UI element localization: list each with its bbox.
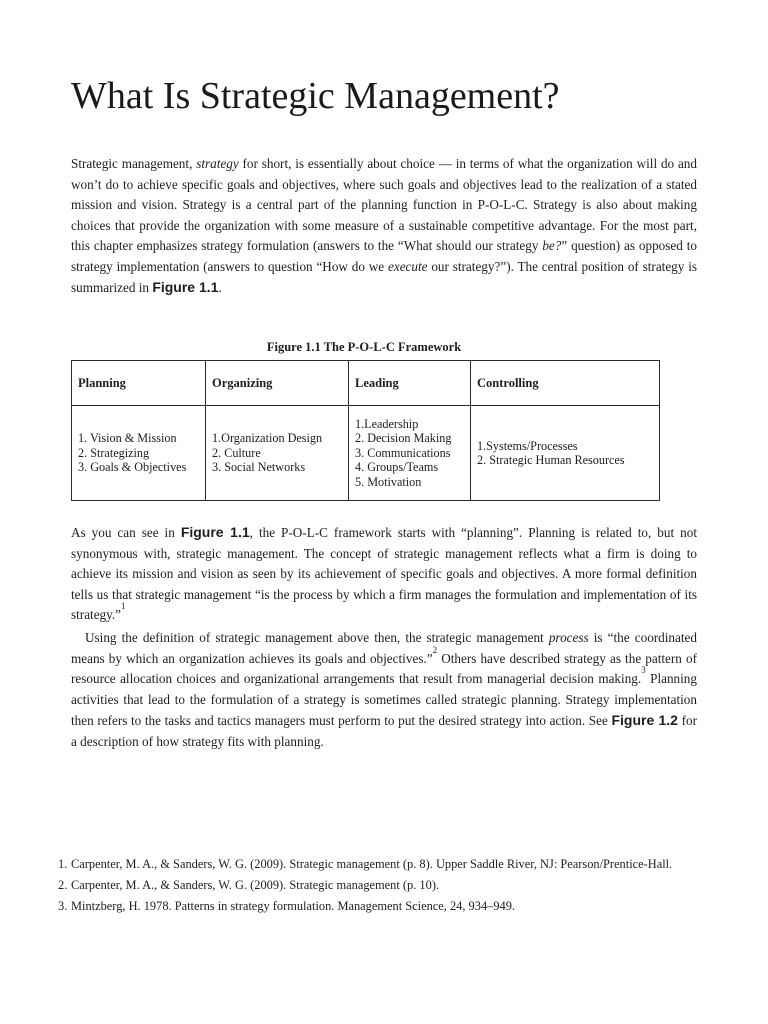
reference-item bbox=[58, 854, 698, 875]
list-item: 3. Social Networks bbox=[212, 460, 306, 475]
process-text-5: for a description of how strategy fits with planning. bbox=[71, 713, 697, 749]
figure-1-1-reference: Figure 1.1 bbox=[180, 524, 250, 540]
process-paragraph bbox=[71, 628, 697, 752]
intro-paragraph bbox=[71, 154, 697, 299]
cell-leading bbox=[349, 406, 471, 501]
list-item: 1.Organization Design bbox=[212, 431, 323, 446]
reference-text: Carpenter, M. A., & Sanders, W. G. (2009). Strategic management (p. 8). Upper Saddle River, NJ: Pearson/Prentice-Hall. bbox=[71, 857, 673, 871]
figure-1-1-reference: Figure 1.1 bbox=[152, 279, 219, 295]
reference-item bbox=[58, 896, 698, 917]
reference-number: 2. bbox=[58, 878, 68, 892]
process-text-2: is “the coordinated means by which an organization achieves its goals and objectives.” bbox=[71, 630, 697, 666]
polc-text-2: , the P-O-L-C framework starts with “planning”. Planning is related to, but not synonymous with, strategic management. The concept of strategic management reflects what a firm is doing to achieve its mission and vision as seen by its achievement of specific goals and objectives. A more formal definition tells us that strategic management “is the process by which a firm manages the formulation and implementation of its strategy.” bbox=[71, 525, 697, 622]
reference-text: Mintzberg, H. 1978. Patterns in strategy formulation. Management Science, 24, 934–949. bbox=[71, 899, 516, 913]
list-item: 3. Goals & Objectives bbox=[78, 460, 187, 475]
header-planning: Planning bbox=[72, 361, 206, 406]
footnote-marker-3: 3 bbox=[641, 665, 646, 675]
list-item: 3. Communications bbox=[355, 445, 451, 460]
process-emphasis: process bbox=[548, 630, 589, 645]
planning-list bbox=[78, 431, 199, 475]
list-item: 1.Leadership bbox=[355, 416, 419, 431]
organizing-list bbox=[212, 431, 342, 475]
list-item: 2. Strategic Human Resources bbox=[477, 453, 625, 467]
intro-text-2: for short, is essentially about choice — in terms of what the organization will do and won’t do to achieve specific goals and objectives, where such goals and objectives lead to the realization of a stated mission and vision. Strategy is a central part of the planning function in P-O-L-C. Strategy is also about making choices that provide the organization with some measure of a sustainable competitive advantage. For the most part, this chapter emphasizes strategy formulation (answers to the “What should our strategy bbox=[71, 156, 697, 253]
leading-list bbox=[355, 417, 464, 490]
table-header-row bbox=[72, 361, 660, 406]
list-item: 5. Motivation bbox=[355, 474, 422, 489]
cell-planning bbox=[72, 406, 206, 501]
reference-item bbox=[58, 875, 698, 896]
table-row bbox=[72, 406, 660, 501]
intro-emphasis-execute: execute bbox=[387, 258, 428, 274]
intro-text-3: ” question) as opposed to strategy implementation (answers to question “How do we bbox=[71, 238, 697, 274]
header-controlling: Controlling bbox=[471, 361, 660, 406]
reference-text: Carpenter, M. A., & Sanders, W. G. (2009). Strategic management (p. 10). bbox=[71, 878, 440, 892]
polc-paragraph bbox=[71, 522, 697, 626]
process-text-1: Using the definition of strategic management above then, the strategic management bbox=[85, 630, 549, 645]
intro-emphasis-strategy: strategy bbox=[196, 156, 239, 171]
intro-text-5: . bbox=[218, 280, 222, 295]
reference-number: 1. bbox=[58, 857, 68, 871]
intro-text-4: our strategy?”). The central position of strategy is summarized in bbox=[71, 258, 697, 295]
header-leading: Leading bbox=[349, 361, 471, 406]
footnote-marker-2: 2 bbox=[432, 644, 438, 655]
list-item: 2. Strategizing bbox=[78, 445, 150, 460]
cell-organizing bbox=[206, 406, 349, 501]
list-item: 1.Systems/Processes bbox=[477, 438, 578, 453]
cell-controlling bbox=[471, 406, 660, 501]
page-title: What Is Strategic Management? bbox=[71, 75, 560, 117]
intro-emphasis-be: be? bbox=[542, 238, 562, 253]
polc-text-1: As you can see in bbox=[71, 525, 181, 540]
list-item: 2. Decision Making bbox=[355, 431, 452, 446]
figure-caption: Figure 1.1 The P-O-L-C Framework bbox=[266, 340, 462, 354]
polc-framework-table bbox=[71, 360, 660, 501]
list-item: 4. Groups/Teams bbox=[355, 460, 439, 475]
process-text-3: Others have described strategy as the pattern of resource allocation choices and organizational arrangements that result from managerial decision making. bbox=[71, 650, 697, 686]
list-item: 1. Vision & Mission bbox=[78, 431, 177, 446]
header-organizing: Organizing bbox=[206, 361, 349, 406]
intro-text-1: Strategic management, bbox=[71, 156, 197, 171]
process-text-4: Planning activities that lead to the formulation of a strategy is sometimes called strategic planning. Strategy implementation then refers to the tasks and tactics managers must perform to put the desired strategy into action. See bbox=[71, 671, 697, 728]
reference-number: 3. bbox=[58, 899, 68, 913]
references-list bbox=[58, 854, 698, 917]
figure-1-2-reference: Figure 1.2 bbox=[611, 712, 678, 728]
footnote-marker-1: 1 bbox=[121, 601, 126, 611]
controlling-list bbox=[477, 439, 653, 468]
list-item: 2. Culture bbox=[212, 445, 261, 460]
